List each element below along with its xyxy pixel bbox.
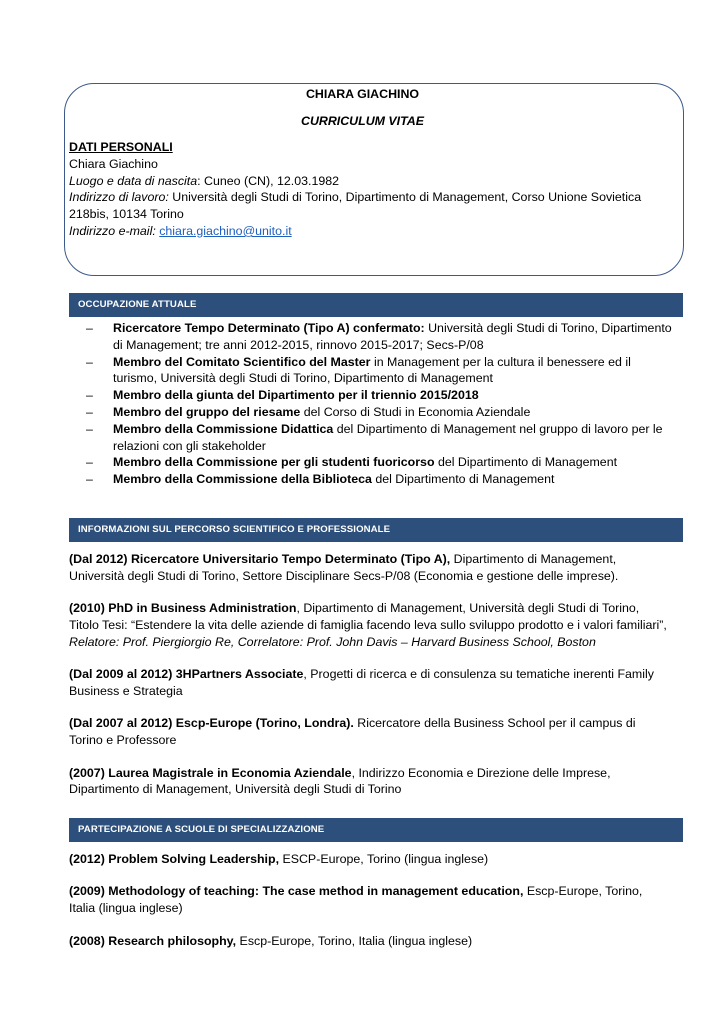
dash-bullet: –: [86, 455, 93, 470]
personal-data-heading: DATI PERSONALI: [69, 140, 173, 154]
entry-bold: (Dal 2007 al 2012) Escp-Europe (Torino, Londra).: [69, 716, 354, 731]
item-bold: Membro della Commissione della Biblioteca: [113, 472, 372, 487]
career-entry: [69, 600, 669, 650]
dash-bullet: –: [86, 404, 93, 419]
career-entry: [69, 765, 669, 799]
entry-bold: (Dal 2009 al 2012) 3HPartners Associate: [69, 667, 304, 682]
school-entry: [69, 851, 669, 868]
birth-line: [69, 173, 669, 190]
entry-text: Ricercatore della Business School per il campus di Torino e Professore: [69, 716, 636, 748]
item-text: in Management per la cultura il benessere ed il turismo, Università degli Studi di Torino, Dipartimento di Management: [113, 354, 631, 386]
list-item: [86, 404, 676, 421]
item-text: del Corso di Studi in Economia Aziendale: [300, 404, 531, 419]
section-bar-schools: PARTECIPAZIONE A SCUOLE DI SPECIALIZZAZIONE: [69, 818, 683, 842]
entry-bold: (Dal 2012) Ricercatore Universitario Tempo Determinato (Tipo A),: [69, 552, 451, 566]
full-name: Chiara Giachino: [69, 156, 158, 171]
birth-label: Luogo e data di nascita: [69, 173, 198, 188]
entry-text: ESCP-Europe, Torino (lingua inglese): [279, 852, 489, 866]
work-address-value: Università degli Studi di Torino, Dipartimento di Management, Corso Unione Sovietica 218bis, 10134 Torino: [69, 190, 642, 222]
list-item: [86, 387, 676, 404]
dash-bullet: –: [86, 354, 93, 369]
entry-text: Escp-Europe, Torino, Italia (lingua inglese): [236, 933, 473, 948]
current-job-list: [86, 320, 676, 488]
entry-text: , Dipartimento di Management, Università degli Studi di Torino, Titolo Tesi: “Estendere la vita delle aziende di famiglia facendo leva sullo sviluppo prodotto e i valori familiari”,: [69, 601, 667, 632]
email-label: Indirizzo e-mail:: [69, 223, 156, 238]
career-entry: [69, 666, 669, 700]
career-entry: [69, 715, 669, 749]
section-bar-current-job: OCCUPAZIONE ATTUALE: [69, 293, 683, 317]
school-entries: [69, 851, 669, 965]
list-item: [86, 471, 676, 488]
entry-text: , Indirizzo Economia e Direzione delle Imprese, Dipartimento di Management, Università degli Studi di Torino: [69, 765, 611, 797]
list-item: [86, 320, 676, 354]
entry-italic: Relatore: Prof. Piergiorgio Re, Correlatore: Prof. John Davis – Harvard Business School, Boston: [69, 634, 596, 649]
email-link[interactable]: chiara.giachino@unito.it: [159, 223, 292, 238]
school-entry: [69, 883, 669, 917]
entry-bold: (2009) Methodology of teaching: The case method in management education,: [69, 884, 524, 899]
entry-text: , Progetti di ricerca e di consulenza su tematiche inerenti Family Business e Strategia: [69, 667, 654, 698]
list-item: [86, 354, 676, 388]
item-text: del Dipartimento di Management nel gruppo di lavoro per le relazioni con gli stakeholder: [113, 421, 663, 453]
item-text: Università degli Studi di Torino, Dipartimento di Management; tre anni 2012-2015, rinnovo 2015-2017; Secs-P/08: [113, 321, 672, 352]
email-line: [69, 223, 669, 240]
item-bold: Membro della giunta del Dipartimento per il triennio 2015/2018: [113, 388, 479, 403]
career-entry: [69, 551, 669, 585]
item-bold: Membro del Comitato Scientifico del Master: [113, 354, 371, 369]
dash-bullet: –: [86, 388, 93, 403]
career-entries: [69, 551, 669, 814]
section-bar-career: INFORMAZIONI SUL PERCORSO SCIENTIFICO E PROFESSIONALE: [69, 518, 683, 542]
entry-text: Escp-Europe, Torino, Italia (lingua inglese): [69, 884, 643, 916]
entry-bold: (2010) PhD in Business Administration: [69, 601, 297, 616]
dash-bullet: –: [86, 421, 93, 436]
entry-bold: (2007) Laurea Magistrale in Economia Aziendale: [69, 765, 352, 780]
dash-bullet: –: [86, 472, 93, 487]
item-bold: Ricercatore Tempo Determinato (Tipo A) confermato:: [113, 321, 425, 335]
item-bold: Membro della Commissione per gli studenti fuoricorso: [113, 455, 435, 470]
work-address-line: [69, 189, 669, 223]
list-item: [86, 454, 676, 471]
item-bold: Membro del gruppo del riesame: [113, 404, 301, 419]
birth-value: : Cuneo (CN), 12.03.1982: [197, 173, 340, 188]
entry-bold: (2008) Research philosophy,: [69, 933, 237, 948]
item-bold: Membro della Commissione Didattica: [113, 421, 334, 436]
work-address-label: Indirizzo di lavoro:: [69, 190, 169, 205]
list-item: [86, 421, 676, 455]
dash-bullet: –: [86, 321, 93, 335]
entry-text: Dipartimento di Management, Università degli Studi di Torino, Settore Disciplinare Secs-P/08 (Economia e gestione delle imprese).: [69, 552, 619, 583]
item-text: del Dipartimento di Management: [371, 472, 555, 487]
personal-data-section: [69, 139, 669, 240]
school-entry: [69, 933, 669, 950]
entry-bold: (2012) Problem Solving Leadership,: [69, 852, 280, 866]
item-text: del Dipartimento di Management: [434, 455, 618, 470]
cv-title: CURRICULUM VITAE: [301, 114, 424, 128]
person-name-title: CHIARA GIACHINO: [305, 87, 420, 101]
